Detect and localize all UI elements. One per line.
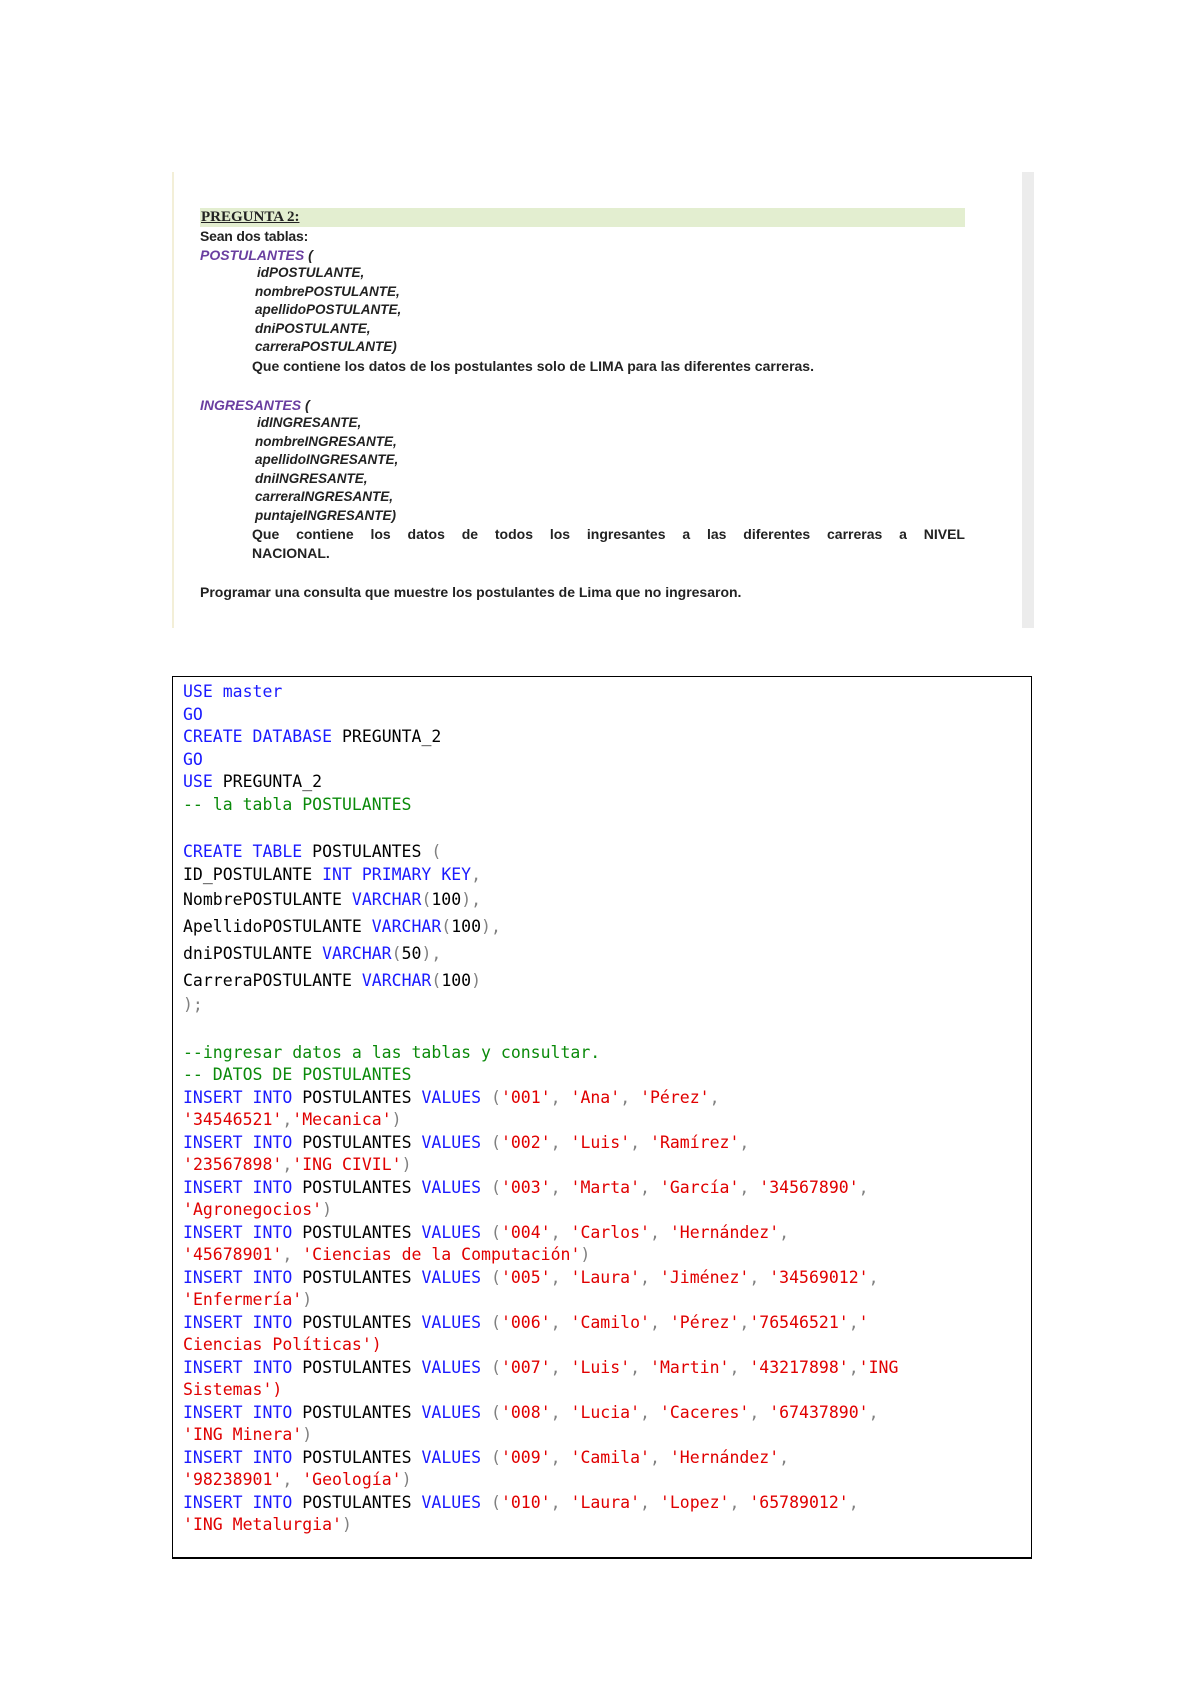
code-line: ID_POSTULANTE INT PRIMARY KEY, <box>183 864 482 884</box>
question-content <box>200 208 965 602</box>
code-line <box>183 1064 1023 1087</box>
table1-field: carreraPOSTULANTE) <box>255 339 397 354</box>
use-keyword: USE <box>183 772 213 791</box>
table-name: POSTULANTES <box>302 1312 412 1332</box>
insert-continuation <box>183 1424 1023 1447</box>
table1-field: idPOSTULANTE, <box>257 265 365 280</box>
question-intro: Sean dos tablas: <box>200 228 309 244</box>
go-keyword: GO <box>183 749 203 769</box>
insert-continuation <box>183 1469 1023 1492</box>
values-line2: 'ING Minera') <box>183 1425 313 1444</box>
into-keyword: INTO <box>252 1087 293 1107</box>
varchar-keyword: VARCHAR <box>371 917 442 936</box>
into-keyword: INTO <box>252 1492 293 1512</box>
insert-continuation <box>183 1514 1023 1537</box>
table-name: POSTULANTES <box>302 1492 412 1512</box>
values-line2: '23567898','ING CIVIL') <box>183 1155 412 1174</box>
code-line: dniPOSTULANTE VARCHAR(50), <box>183 944 442 963</box>
table2-description-line1: Que contiene los datos de todos los ingresantes a las diferentes carreras a NIVEL <box>252 526 965 542</box>
table-name: POSTULANTES <box>302 1402 412 1422</box>
values-line1: ('007', 'Luis', 'Martin', '43217898','ING <box>491 1357 899 1377</box>
insert-continuation <box>183 1244 1023 1267</box>
values-line1: ('010', 'Laura', 'Lopez', '65789012', <box>491 1492 859 1512</box>
table2-field: puntajeINGRESANTE) <box>255 507 397 523</box>
insert-statements <box>183 1087 1023 1537</box>
values-keyword: VALUES <box>421 1267 482 1287</box>
table-name: POSTULANTES <box>302 1267 412 1287</box>
values-line1: ('008', 'Lucia', 'Caceres', '67437890', <box>491 1402 879 1422</box>
into-keyword: INTO <box>252 1267 293 1287</box>
table2-field: nombreINGRESANTE, <box>255 433 397 449</box>
table-name: POSTULANTES <box>302 1087 412 1107</box>
insert-keyword: INSERT <box>183 1177 243 1197</box>
insert-continuation <box>183 1289 1023 1312</box>
sql-code <box>183 681 1023 1537</box>
insert-continuation <box>183 1379 1023 1402</box>
column-name: ApellidoPOSTULANTE <box>183 917 362 936</box>
code-line: ApellidoPOSTULANTE VARCHAR(100), <box>183 917 501 936</box>
insert-line <box>183 1492 1023 1515</box>
values-line2: Ciencias Políticas') <box>183 1335 382 1354</box>
insert-keyword: INSERT <box>183 1087 243 1107</box>
code-line <box>183 704 1023 727</box>
insert-line <box>183 1267 1023 1290</box>
table2-field: carreraINGRESANTE, <box>255 489 394 504</box>
table2-paren: ( <box>305 396 310 413</box>
table1-field: nombrePOSTULANTE, <box>255 283 400 299</box>
insert-continuation <box>183 1334 1023 1357</box>
insert-line <box>183 1132 1023 1155</box>
length: 100 <box>441 971 472 990</box>
insert-line <box>183 1087 1023 1110</box>
code-line <box>183 771 1023 794</box>
insert-continuation <box>183 1199 1023 1222</box>
column-name: ID_POSTULANTE <box>183 864 313 884</box>
insert-line <box>183 1357 1023 1380</box>
master-db: master <box>222 682 283 701</box>
insert-keyword: INSERT <box>183 1357 243 1377</box>
question-title: PREGUNTA 2: <box>200 208 965 227</box>
table1-header <box>200 246 965 265</box>
code-line <box>183 1042 1023 1065</box>
insert-line <box>183 1402 1023 1425</box>
table-name: POSTULANTES <box>302 1132 412 1152</box>
insert-continuation <box>183 1154 1023 1177</box>
code-line <box>183 994 1023 1017</box>
values-keyword: VALUES <box>421 1402 482 1422</box>
insert-keyword: INSERT <box>183 1447 243 1467</box>
table-name: POSTULANTES <box>302 1177 412 1197</box>
table2-field: dniINGRESANTE, <box>255 470 368 486</box>
into-keyword: INTO <box>252 1132 293 1152</box>
question-task: Programar una consulta que muestre los postulantes de Lima que no ingresaron. <box>200 584 742 600</box>
insert-keyword: INSERT <box>183 1402 243 1422</box>
db-name: PREGUNTA_2 <box>222 772 323 791</box>
values-line2: '98238901', 'Geología') <box>183 1470 412 1489</box>
code-line: NombrePOSTULANTE VARCHAR(100), <box>183 890 482 909</box>
insert-line <box>183 1222 1023 1245</box>
code-line <box>183 749 1023 772</box>
insert-continuation <box>183 1109 1023 1132</box>
int-keyword: INT <box>322 864 352 884</box>
go-keyword: GO <box>183 704 203 724</box>
length: 100 <box>431 890 462 909</box>
values-line1: ('003', 'Marta', 'García', '34567890', <box>491 1177 869 1197</box>
code-line <box>183 681 1023 704</box>
question-box <box>172 172 1032 628</box>
values-line2: '45678901', 'Ciencias de la Computación') <box>183 1245 591 1264</box>
into-keyword: INTO <box>252 1177 293 1197</box>
table2-field: apellidoINGRESANTE, <box>255 452 399 467</box>
insert-line <box>183 1312 1023 1335</box>
punctuation: ( <box>431 842 442 861</box>
table2-description-line2: NACIONAL. <box>252 545 330 561</box>
values-line2: 'Enfermería') <box>183 1290 313 1309</box>
code-line <box>183 841 1023 864</box>
values-line2: Sistemas') <box>183 1380 283 1399</box>
insert-keyword: INSERT <box>183 1222 243 1242</box>
table1-name: POSTULANTES <box>200 246 305 263</box>
db-name: PREGUNTA_2 <box>341 727 442 746</box>
values-keyword: VALUES <box>421 1132 482 1152</box>
values-line2: '34546521','Mecanica') <box>183 1110 402 1129</box>
varchar-keyword: VARCHAR <box>322 944 392 963</box>
length: 100 <box>451 917 482 936</box>
code-line: CarreraPOSTULANTE VARCHAR(100) <box>183 971 482 990</box>
table-name: POSTULANTES <box>312 842 422 861</box>
comment: --ingresar datos a las tablas y consultar. <box>183 1042 601 1062</box>
code-box <box>172 676 1032 1559</box>
values-keyword: VALUES <box>421 1357 482 1377</box>
into-keyword: INTO <box>252 1357 293 1377</box>
column-name: NombrePOSTULANTE <box>183 890 342 909</box>
comment: -- la tabla POSTULANTES <box>183 794 412 814</box>
table2-header <box>200 396 965 415</box>
into-keyword: INTO <box>252 1222 293 1242</box>
table2-field: idINGRESANTE, <box>257 415 362 430</box>
table-name: POSTULANTES <box>302 1447 412 1467</box>
create-keyword: CREATE <box>183 842 243 861</box>
into-keyword: INTO <box>252 1312 293 1332</box>
use-keyword: USE <box>183 682 213 701</box>
length: 50 <box>401 944 422 963</box>
values-keyword: VALUES <box>421 1492 482 1512</box>
values-keyword: VALUES <box>421 1312 482 1332</box>
table-name: POSTULANTES <box>302 1222 412 1242</box>
code-line <box>183 726 1023 749</box>
values-keyword: VALUES <box>421 1447 482 1467</box>
table1-field: apellidoPOSTULANTE, <box>255 302 402 317</box>
values-keyword: VALUES <box>421 1222 482 1242</box>
column-name: CarreraPOSTULANTE <box>183 971 352 990</box>
insert-keyword: INSERT <box>183 1132 243 1152</box>
values-line1: ('004', 'Carlos', 'Hernández', <box>491 1222 790 1242</box>
values-line2: 'ING Metalurgia') <box>183 1515 352 1534</box>
key-keyword: KEY <box>441 864 472 884</box>
table1-description: Que contiene los datos de los postulantes solo de LIMA para las diferentes carreras. <box>252 357 814 374</box>
table1-field: dniPOSTULANTE, <box>255 320 371 336</box>
varchar-keyword: VARCHAR <box>351 890 422 909</box>
table-name: POSTULANTES <box>302 1357 412 1377</box>
insert-line <box>183 1177 1023 1200</box>
comment: -- DATOS DE POSTULANTES <box>183 1065 412 1084</box>
table2-name: INGRESANTES <box>200 396 302 413</box>
values-line1: ('006', 'Camilo', 'Pérez','76546521',' <box>491 1312 869 1332</box>
into-keyword: INTO <box>252 1447 293 1467</box>
values-line1: ('009', 'Camila', 'Hernández', <box>491 1447 790 1467</box>
values-line1: ('002', 'Luis', 'Ramírez', <box>491 1132 750 1152</box>
database-keyword: DATABASE <box>252 727 333 746</box>
varchar-keyword: VARCHAR <box>361 971 432 990</box>
primary-keyword: PRIMARY <box>361 864 432 884</box>
insert-keyword: INSERT <box>183 1267 243 1287</box>
into-keyword: INTO <box>252 1402 293 1422</box>
punctuation: ); <box>183 995 203 1014</box>
values-line1: ('005', 'Laura', 'Jiménez', '34569012', <box>491 1267 879 1287</box>
table1-paren: ( <box>308 246 313 263</box>
values-line1: ('001', 'Ana', 'Pérez', <box>491 1087 720 1107</box>
table-keyword: TABLE <box>252 842 303 861</box>
create-keyword: CREATE <box>183 727 243 746</box>
code-line <box>183 794 1023 817</box>
values-keyword: VALUES <box>421 1177 482 1197</box>
values-line2: 'Agronegocios') <box>183 1200 333 1219</box>
insert-line <box>183 1447 1023 1470</box>
insert-keyword: INSERT <box>183 1312 243 1332</box>
values-keyword: VALUES <box>421 1087 482 1107</box>
insert-keyword: INSERT <box>183 1492 243 1512</box>
column-name: dniPOSTULANTE <box>183 944 313 963</box>
